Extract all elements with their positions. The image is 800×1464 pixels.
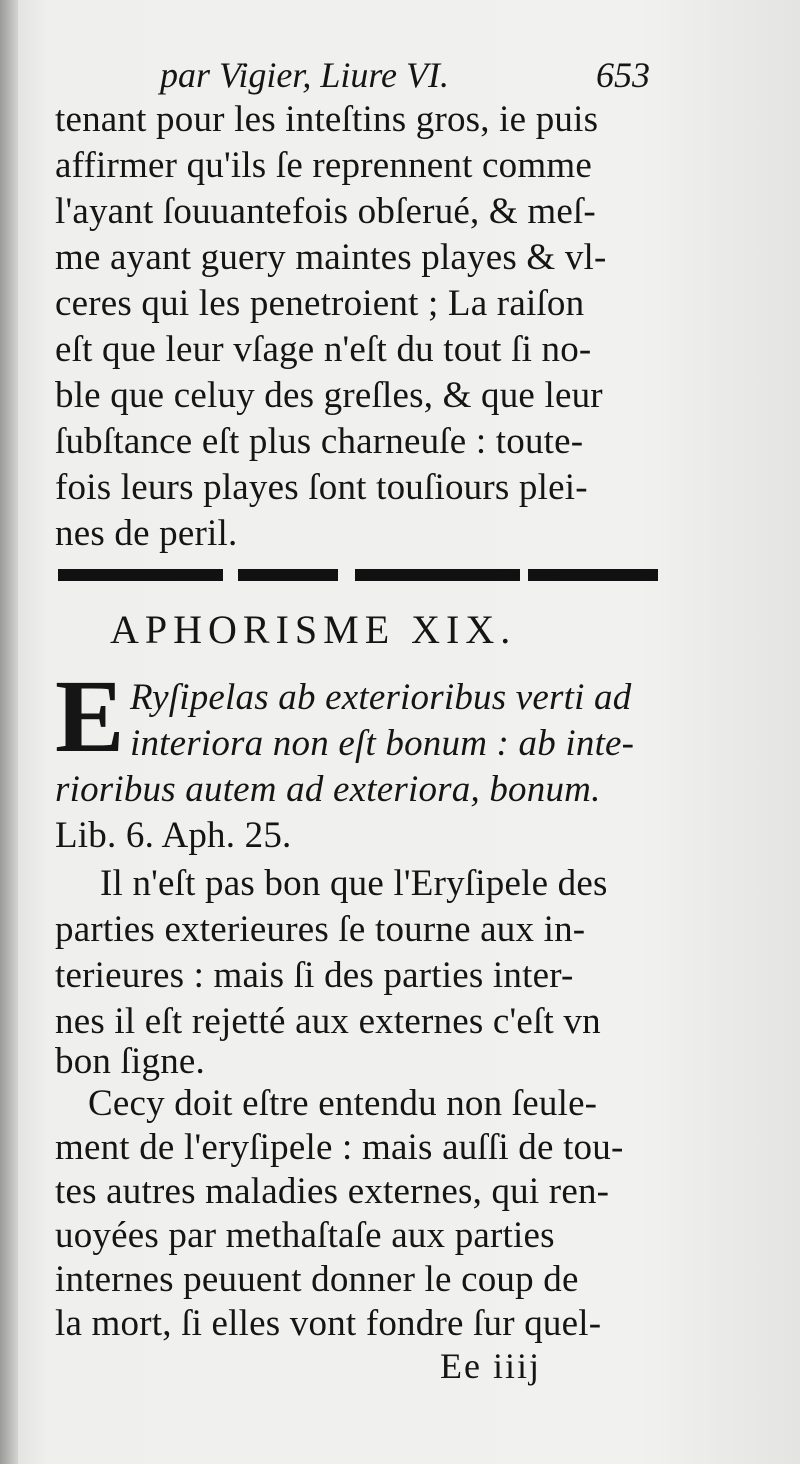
text-line: parties exterieures ſe tourne aux in- bbox=[55, 909, 586, 950]
text-line: internes peuuent donner le coup de bbox=[55, 1259, 579, 1300]
divider-rule-segment bbox=[238, 569, 338, 581]
aphorism-reference: Lib. 6. Aph. 25. bbox=[55, 815, 292, 856]
text-line: l'ayant ſouuantefois obſerué, & meſ- bbox=[55, 191, 596, 232]
text-line: Il n'eſt pas bon que l'Eryſipele des bbox=[100, 863, 608, 904]
running-title: par Vigier, Liure VI. bbox=[160, 55, 449, 95]
page-gutter-shadow bbox=[0, 0, 18, 1464]
text-line: eſt que leur vſage n'eſt du tout ſi no- bbox=[55, 329, 592, 370]
text-line: tenant pour les inteſtins gros, ie puis bbox=[55, 99, 599, 140]
text-line: affirmer qu'ils ſe reprennent comme bbox=[55, 145, 592, 186]
divider-rule-segment bbox=[58, 569, 223, 581]
running-header bbox=[160, 52, 660, 98]
aphorism-heading: APHORISME XIX. bbox=[110, 607, 517, 652]
text-line: bon ſigne. bbox=[55, 1041, 205, 1082]
text-line: la mort, ſi elles vont fondre ſur quel- bbox=[55, 1303, 602, 1344]
text-line: fois leurs playes ſont touſiours plei- bbox=[55, 467, 588, 508]
text-line: terieures : mais ſi des parties inter- bbox=[55, 955, 574, 996]
text-line: uoyées par methaſtaſe aux parties bbox=[55, 1215, 555, 1256]
text-line: ſubſtance eſt plus charneuſe : toute- bbox=[55, 421, 584, 462]
divider-rule-segment bbox=[355, 569, 520, 581]
latin-line: Ryſipelas ab exterioribus verti ad bbox=[130, 677, 632, 718]
catchword-signature: Ee iiij bbox=[440, 1346, 541, 1386]
text-line: ment de l'eryſipele : mais auſſi de tou- bbox=[55, 1127, 624, 1168]
text-line: tes autres maladies externes, qui ren- bbox=[55, 1171, 610, 1212]
drop-cap: E bbox=[55, 659, 125, 774]
text-line: nes il eſt rejetté aux externes c'eſt vn bbox=[55, 1001, 601, 1042]
divider-rule-segment bbox=[528, 569, 658, 581]
latin-line: rioribus autem ad exteriora, bonum. bbox=[55, 769, 601, 810]
text-line: Cecy doit eſtre entendu non ſeule- bbox=[88, 1083, 598, 1124]
text-line: ble que celuy des greſles, & que leur bbox=[55, 375, 603, 416]
text-line: nes de peril. bbox=[55, 513, 238, 554]
text-line: ceres qui les penetroient ; La raiſon bbox=[55, 283, 585, 324]
text-line: me ayant guery maintes playes & vl- bbox=[55, 237, 607, 278]
page-number: 653 bbox=[596, 55, 650, 95]
latin-line: interiora non eſt bonum : ab inte- bbox=[130, 723, 635, 764]
